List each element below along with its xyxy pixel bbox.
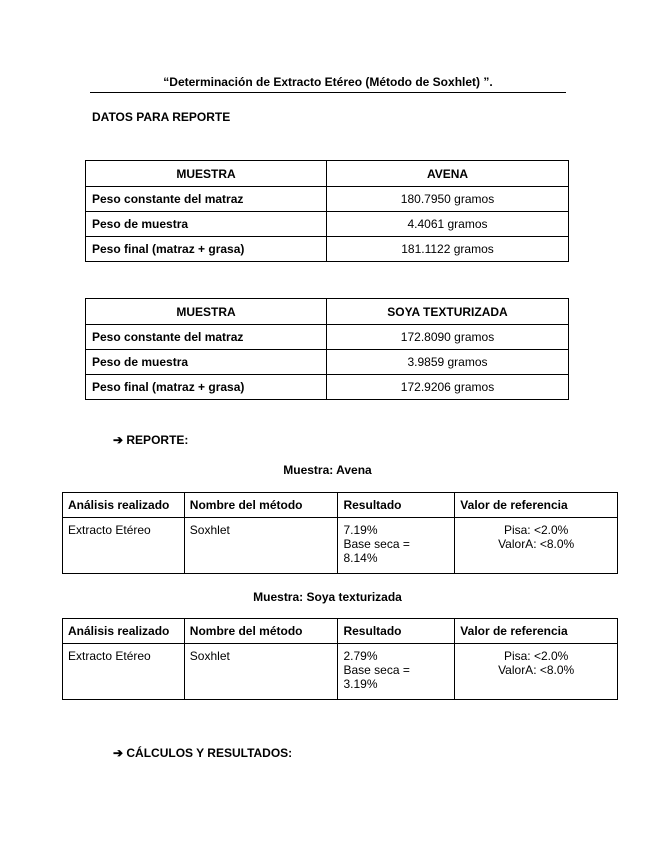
row-label: Peso de muestra xyxy=(86,350,327,375)
table-header-cell: Valor de referencia xyxy=(455,619,618,644)
table-row xyxy=(86,212,569,237)
sample-title-avena: Muestra: Avena xyxy=(283,463,372,477)
table-header-cell: SOYA TEXTURIZADA xyxy=(327,299,569,325)
table-header-row xyxy=(63,493,618,518)
avena-data-table xyxy=(85,160,569,262)
table-header-cell: Valor de referencia xyxy=(455,493,618,518)
table-row xyxy=(86,325,569,350)
result-line: 3.19% xyxy=(343,677,378,691)
result-line: Base seca = xyxy=(343,663,410,677)
table-header-cell: MUESTRA xyxy=(86,299,327,325)
table-header-cell: Resultado xyxy=(338,493,455,518)
table-row xyxy=(86,375,569,400)
result-line: 8.14% xyxy=(343,551,378,565)
table-row xyxy=(86,237,569,262)
document-title: “Determinación de Extracto Etéreo (Método de Soxhlet) ”. xyxy=(90,75,566,93)
reference-line: Pisa: <2.0% xyxy=(503,649,569,663)
row-value: 172.8090 gramos xyxy=(327,325,569,350)
report-table-soya xyxy=(62,618,618,700)
table-row xyxy=(63,644,618,700)
row-value: 180.7950 gramos xyxy=(327,187,569,212)
table-header-cell: AVENA xyxy=(327,161,569,187)
table-header-row xyxy=(63,619,618,644)
method-cell: Soxhlet xyxy=(184,644,338,700)
analysis-cell: Extracto Etéreo xyxy=(63,644,185,700)
row-label: Peso constante del matraz xyxy=(86,187,327,212)
row-label: Peso final (matraz + grasa) xyxy=(86,237,327,262)
report-table-avena xyxy=(62,492,618,574)
result-line: 2.79% xyxy=(343,649,378,663)
reporte-heading: ➔ REPORTE: xyxy=(113,433,189,447)
table-header-cell: MUESTRA xyxy=(86,161,327,187)
datos-heading: DATOS PARA REPORTE xyxy=(92,110,231,124)
row-value: 172.9206 gramos xyxy=(327,375,569,400)
table-row xyxy=(63,518,618,574)
row-label: Peso constante del matraz xyxy=(86,325,327,350)
reference-cell xyxy=(455,518,618,574)
reference-line: ValorA: <8.0% xyxy=(498,663,575,677)
row-value: 4.4061 gramos xyxy=(327,212,569,237)
reference-cell xyxy=(455,644,618,700)
calculos-heading: ➔ CÁLCULOS Y RESULTADOS: xyxy=(113,746,293,760)
table-header-cell: Nombre del método xyxy=(184,493,338,518)
result-line: 7.19% xyxy=(343,523,378,537)
analysis-cell: Extracto Etéreo xyxy=(63,518,185,574)
row-label: Peso de muestra xyxy=(86,212,327,237)
row-value: 181.1122 gramos xyxy=(327,237,569,262)
result-cell xyxy=(338,644,455,700)
table-header-cell: Resultado xyxy=(338,619,455,644)
table-row xyxy=(86,350,569,375)
row-label: Peso final (matraz + grasa) xyxy=(86,375,327,400)
table-header-cell: Análisis realizado xyxy=(63,493,185,518)
soya-data-table xyxy=(85,298,569,400)
row-value: 3.9859 gramos xyxy=(327,350,569,375)
table-header-row xyxy=(86,299,569,325)
result-cell xyxy=(338,518,455,574)
table-header-cell: Nombre del método xyxy=(184,619,338,644)
result-line: Base seca = xyxy=(343,537,410,551)
sample-title-soya: Muestra: Soya texturizada xyxy=(253,590,402,604)
table-row xyxy=(86,187,569,212)
reference-line: ValorA: <8.0% xyxy=(498,537,575,551)
table-header-cell: Análisis realizado xyxy=(63,619,185,644)
table-header-row xyxy=(86,161,569,187)
reference-line: Pisa: <2.0% xyxy=(503,523,569,537)
method-cell: Soxhlet xyxy=(184,518,338,574)
